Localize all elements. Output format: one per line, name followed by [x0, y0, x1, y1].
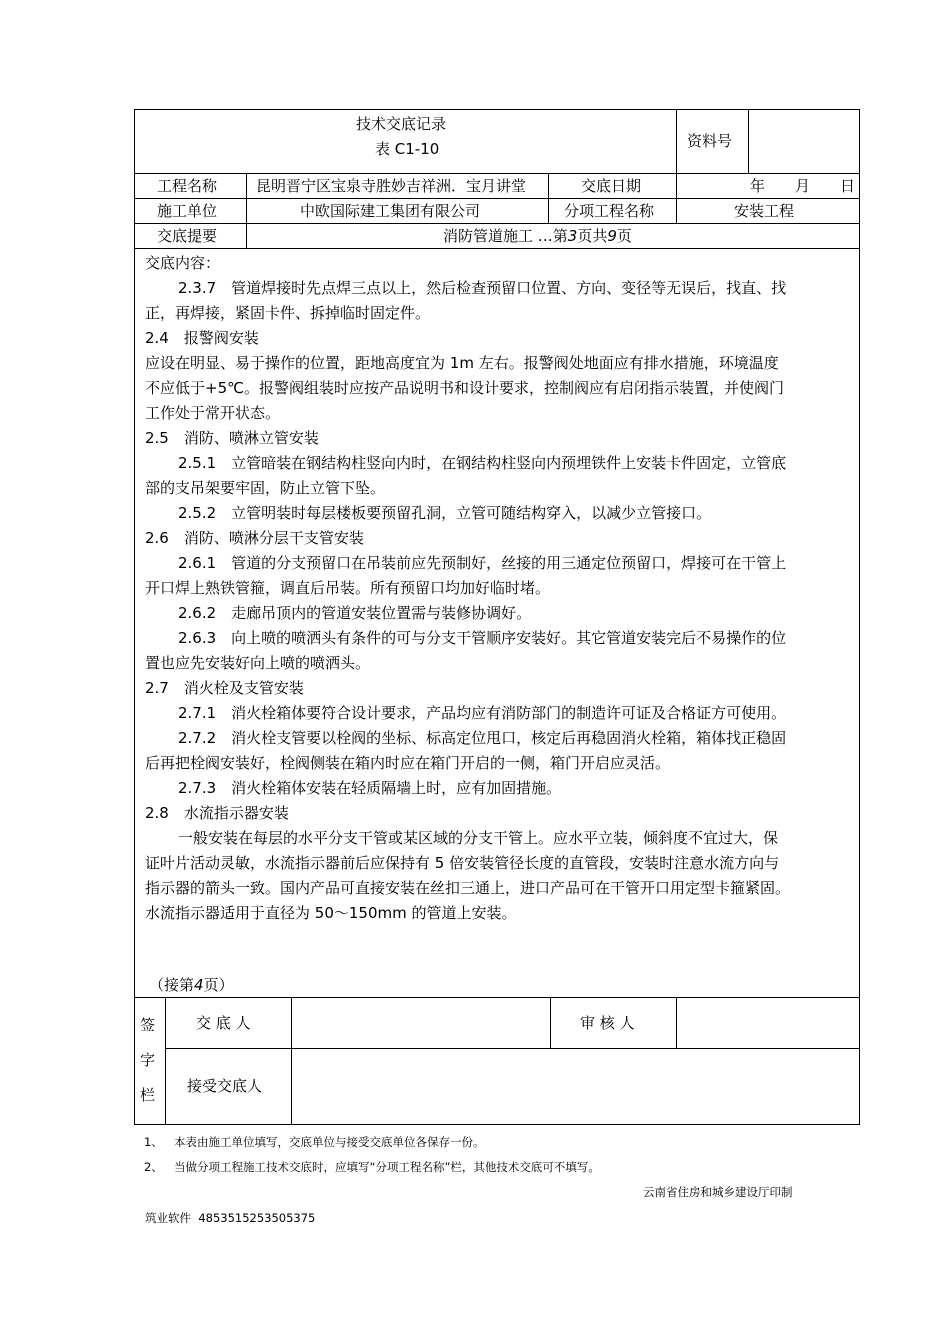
table-border-top [134, 109, 860, 110]
table-rule [165, 997, 166, 1124]
software-credit [145, 1208, 315, 1228]
table-border-bottom [134, 1124, 860, 1125]
content-line: 开口焊上熟铁管箍，调直后吊装。所有预留口均加好临时堵。 [145, 579, 551, 597]
note-2-text: 当做分项工程施工技术交底时，应填写“分项工程名称”栏，其他技术交底可不填写。 [174, 1160, 600, 1174]
content-line: 水流指示器适用于直径为 50～150mm 的管道上安装。 [145, 904, 517, 922]
table-rule [134, 173, 860, 174]
content-line: 2.6.1 管道的分支预留口在吊装前应先预制好，丝接的用三通定位预留口，焊接可在干管上 [178, 554, 787, 572]
content-line: 2.4 报警阀安装 [145, 329, 259, 347]
table-rule [550, 997, 551, 1048]
software-name: 筑业软件 [145, 1211, 191, 1225]
form-number: 表 C1-10 [375, 140, 440, 158]
signature-column-label-2: 字 [140, 1051, 156, 1069]
content-line: 2.7.3 消火栓箱体安装在轻质隔墙上时，应有加固措施。 [178, 779, 562, 797]
note-1-text: 本表由施工单位填写，交底单位与接受交底单位各保存一份。 [174, 1135, 485, 1149]
table-border-right [859, 109, 860, 1125]
receiver-label: 接受交底人 [187, 1077, 263, 1095]
continued-on-page [149, 975, 234, 995]
summary-text: 消防管道施工 …第 [443, 227, 568, 245]
content-line: 一般安装在每层的水平分支干管或某区域的分支干管上。应水平立装，倾斜度不宜过大，保 [178, 829, 779, 847]
content-line: 2.7 消火栓及支管安装 [145, 679, 304, 697]
table-rule [748, 109, 749, 173]
subproject-name-value: 安装工程 [734, 202, 795, 220]
table-rule [548, 173, 549, 223]
content-line: 2.7.1 消火栓箱体要符合设计要求，产品均应有消防部门的制造许可证及合格证方可使用。 [178, 704, 787, 722]
note-1-number: 1、 [144, 1135, 163, 1149]
project-name-label: 工程名称 [157, 177, 218, 195]
disclosure-date-value: 年 月 日 [750, 177, 856, 195]
table-rule [165, 1048, 860, 1049]
content-line: 2.3.7 管道焊接时先点焊三点以上，然后检查预留口位置、方向、变径等无误后，找直、找 [178, 279, 787, 297]
content-line: 2.5.1 立管暗装在钢结构柱竖向内时，在钢结构柱竖向内预埋铁件上安装卡件固定，立管底 [178, 454, 787, 472]
page-mid: 页共 [577, 227, 608, 245]
content-line: 2.7.2 消火栓支管要以栓阀的坐标、标高定位甩口，核定后再稳固消火栓箱，箱体找正稳固 [178, 729, 787, 747]
content-line: 部的支吊架要牢固，防止立管下坠。 [145, 479, 386, 497]
table-rule [134, 223, 860, 224]
summary-value [443, 226, 632, 246]
signature-column-label-1: 签 [140, 1016, 156, 1034]
content-line: 正，再焊接，紧固卡件、拆掉临时固定件。 [145, 304, 431, 322]
printer-credit: 云南省住房和城乡建设厅印制 [643, 1185, 793, 1199]
content-line: 指示器的箭头一致。国内产品可直接安装在丝扣三通上，进口产品可在干管开口用定型卡箍紧固。 [145, 879, 791, 897]
content-line: 应设在明显、易于操作的位置，距地高度宜为 1m 左右。报警阀处地面应有排水措施，环境温度 [145, 354, 779, 372]
contractor-value: 中欧国际建工集团有限公司 [300, 202, 481, 220]
continue-open: （接第 [149, 976, 195, 994]
table-rule [134, 198, 860, 199]
summary-label: 交底提要 [157, 227, 218, 245]
table-rule [676, 173, 677, 223]
content-line: 2.8 水流指示器安装 [145, 804, 289, 822]
content-line: 置也应先安装好向上喷的喷洒头。 [145, 654, 371, 672]
signature-column-label-3: 栏 [140, 1086, 156, 1104]
content-line: 证叶片活动灵敏，水流指示器前后应保持有 5 倍安装管径长度的直管段，安装时注意水流方向与 [145, 854, 780, 872]
content-heading: 交底内容： [145, 254, 221, 272]
table-rule [134, 248, 860, 249]
content-line: 后再把栓阀安装好，栓阀侧装在箱内时应在箱门开启的一侧，箱门开启应灵活。 [145, 754, 671, 772]
content-line: 2.5.2 立管明装时每层楼板要预留孔洞，立管可随结构穿入，以减少立管接口。 [178, 504, 712, 522]
presenter-label: 交 底 人 [196, 1014, 251, 1032]
page-total: 9 [607, 227, 617, 245]
note-2-number: 2、 [144, 1160, 163, 1174]
disclosure-date-label: 交底日期 [581, 177, 642, 195]
table-rule [676, 997, 677, 1048]
subproject-name-label: 分项工程名称 [564, 202, 655, 220]
content-line: 2.6.3 向上喷的喷洒头有条件的可与分支干管顺序安装好。其它管道安装完后不易操作的位 [178, 629, 787, 647]
continue-close: 页） [203, 976, 234, 994]
content-line: 不应低于+5℃。报警阀组装时应按产品说明书和设计要求，控制阀应有启闭指示装置，并使阀门 [145, 379, 784, 397]
content-line: 2.5 消防、喷淋立管安装 [145, 429, 319, 447]
contractor-label: 施工单位 [157, 202, 218, 220]
content-line: 2.6 消防、喷淋分层干支管安装 [145, 529, 364, 547]
page-end: 页 [616, 227, 632, 245]
project-name-value: 昆明晋宁区宝泉寺胜妙吉祥洲．宝月讲堂 [256, 177, 527, 195]
reviewer-label: 审 核 人 [580, 1014, 635, 1032]
page-current: 3 [567, 227, 578, 245]
form-title: 技术交底记录 [356, 115, 447, 133]
continue-page: 4 [194, 976, 204, 994]
table-border-left [134, 109, 135, 1125]
software-serial: 4853515253505375 [198, 1211, 316, 1225]
table-rule [676, 109, 677, 173]
content-line: 2.6.2 走廊吊顶内的管道安装位置需与装修协调好。 [178, 604, 532, 622]
content-line: 工作处于常开状态。 [145, 404, 281, 422]
table-rule [291, 997, 292, 1124]
table-rule [246, 173, 247, 248]
table-rule [134, 997, 860, 998]
archive-number-label: 资料号 [687, 132, 733, 150]
